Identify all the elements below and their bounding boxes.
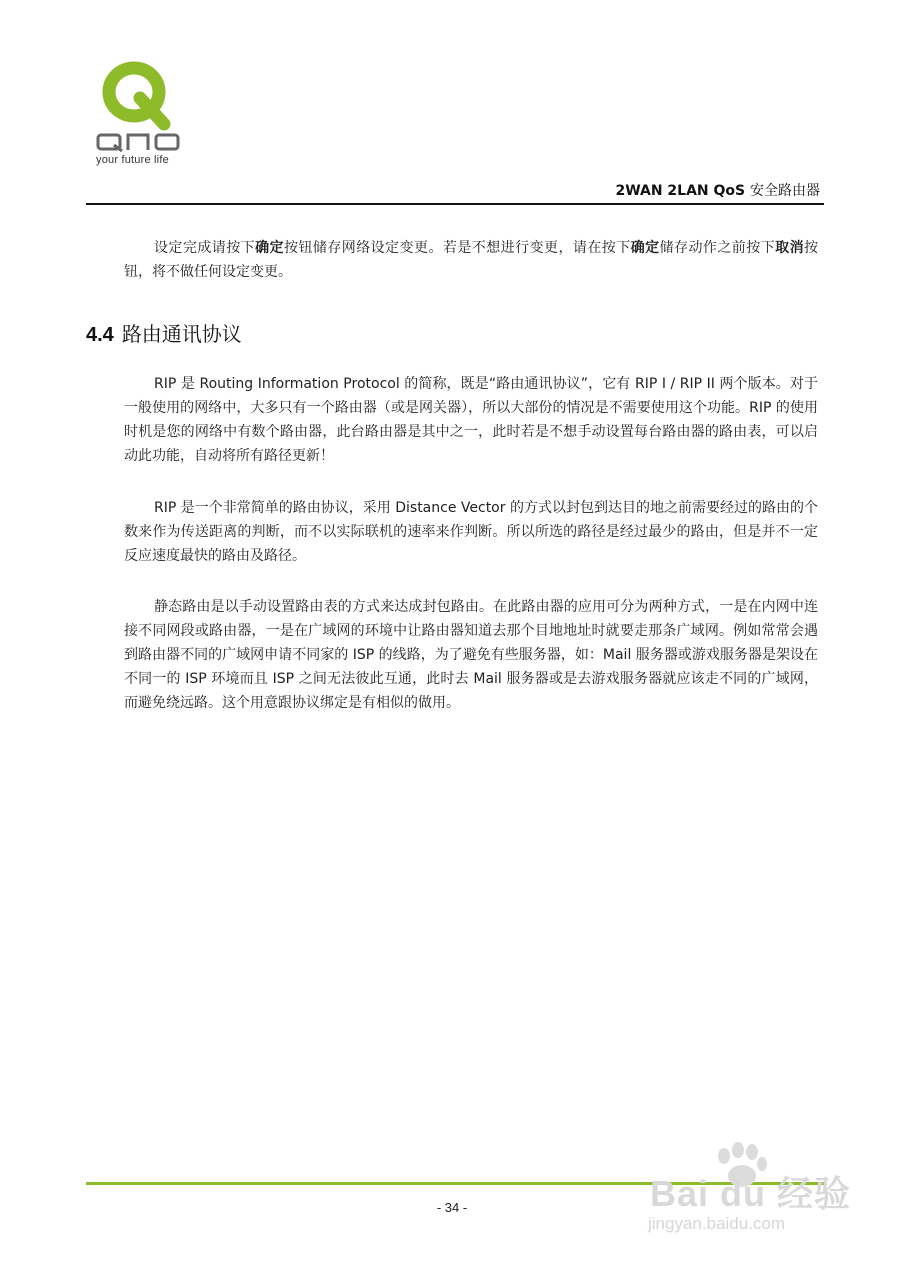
baidu-jingyan-watermark bbox=[642, 1142, 862, 1252]
paragraph-confirm-cancel bbox=[124, 236, 818, 284]
watermark-brand: Bai du 经验 bbox=[650, 1173, 852, 1214]
logo-tagline: your future life bbox=[96, 154, 169, 166]
document-header-title bbox=[615, 180, 820, 200]
page-number: - 34 - bbox=[436, 1200, 468, 1215]
watermark-url: jingyan.baidu.com bbox=[648, 1214, 786, 1233]
p1-text-4: 按钮，将不做任何设定变更。 bbox=[124, 240, 819, 280]
header-product-name: 2WAN 2LAN QoS bbox=[615, 183, 746, 199]
section-number: 4.4 bbox=[86, 324, 114, 346]
p1-text-2: 按钮储存网络设定变更。若是不想进行变更，请在按下 bbox=[284, 240, 631, 256]
p1-bold-confirm-2: 确定 bbox=[630, 240, 660, 256]
header-product-type: 安全路由器 bbox=[750, 183, 820, 199]
p1-text-3: 储存动作之前按下 bbox=[659, 240, 776, 256]
p1-bold-confirm-1: 确定 bbox=[255, 240, 285, 256]
qno-wordmark-icon bbox=[96, 132, 180, 152]
paragraph-rip-intro: RIP 是 Routing Information Protocol 的简称，既是“路由通讯协议”，它有 RIP I / RIP II 两个版本。对于一般使用的网络中，大多只有一个路由器（或是网关器），所以大部份的情况是不需要使用这个功能。RIP 的使用时机是您的网络中有数个路由器，此台路由器是其中之一，此时若是不想手动设置每台路由器的路由表，可以启动此功能，自动将所有路径更新！ bbox=[124, 376, 818, 464]
qno-logo bbox=[94, 58, 190, 170]
section-title: 路由通讯协议 bbox=[121, 322, 242, 346]
p1-text-1: 设定完成请按下 bbox=[154, 240, 256, 256]
p1-bold-cancel: 取消 bbox=[775, 240, 805, 256]
qno-q-logo-icon bbox=[100, 58, 176, 134]
paragraph-rip-distance-vector: RIP 是一个非常简单的路由协议，采用 Distance Vector 的方式以封包到达目的地之前需要经过的路由的个数来作为传送距离的判断，而不以实际联机的速率来作判断。所以所选的路径是经过最少的路由，但是并不一定反应速度最快的路由及路径。 bbox=[124, 500, 818, 564]
header-divider bbox=[86, 203, 824, 205]
section-heading bbox=[86, 318, 242, 347]
paragraph-static-routing: 静态路由是以手动设置路由表的方式来达成封包路由。在此路由器的应用可分为两种方式，一是在内网中连接不同网段或路由器，一是在广域网的环境中让路由器知道去那个目地地址时就要走那条广域网。例如常常会遇到路由器不同的广域网申请不同家的 ISP 的线路，为了避免有些服务器，如：Mail 服务器或游戏服务器是架设在不同一的 ISP 环境而且 ISP 之间无法彼此互通，此时去 Mail 服务器或是去游戏服务器就应该走不同的广域网，而避免绕远路。这个用意跟协议绑定是有相似的做用。 bbox=[124, 599, 818, 711]
